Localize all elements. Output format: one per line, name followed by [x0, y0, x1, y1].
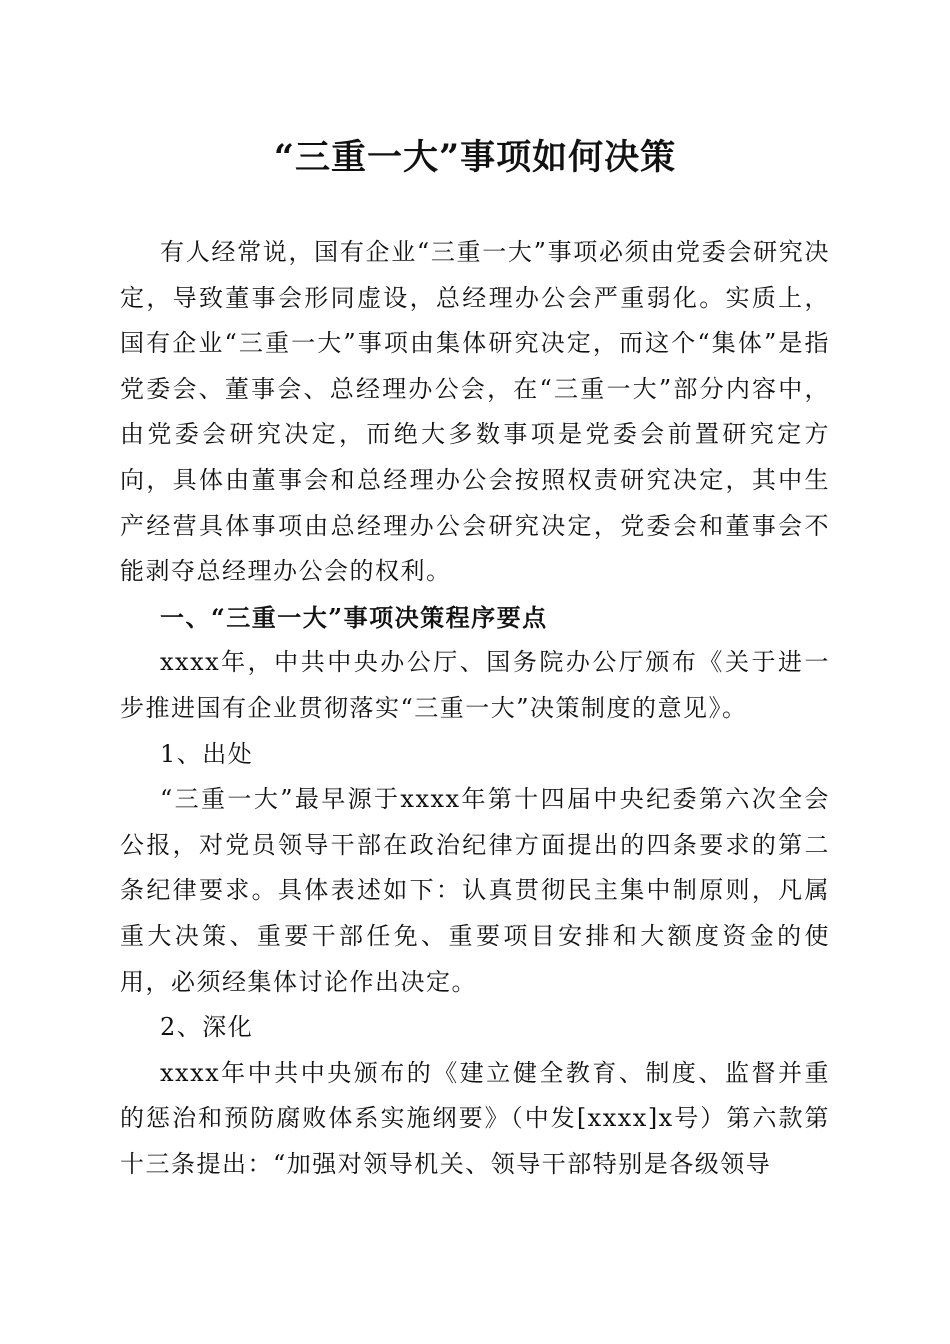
paragraph-opinion: xxxx年，中共中央办公厅、国务院办公厅颁布《关于进一步推进国有企业贯彻落实“三重一大”决策制度的意见》。: [120, 648, 830, 722]
paragraph-origin: “三重一大”最早源于xxxx年第十四届中央纪委第六次全会公报，对党员领导干部在政治纪律方面提出的四条要求的第二条纪律要求。具体表述如下：认真贯彻民主集中制原则，凡属重大决策、重要干部任免、重要项目安排和大额度资金的使用，必须经集体讨论作出决定。: [120, 785, 830, 996]
document-title: “三重一大”事项如何决策: [273, 137, 677, 178]
document-body: [120, 230, 830, 1187]
paragraph-intro: 有人经常说，国有企业“三重一大”事项必须由党委会研究决定，导致董事会形同虚设，总经理办公会严重弱化。实质上，国有企业“三重一大”事项由集体研究决定，而这个“集体”是指党委会、董事会、总经理办公会，在“三重一大”部分内容中，由党委会研究决定，而绝大多数事项是党委会前置研究定方向，具体由董事会和总经理办公会按照权责研究决定，其中生产经营具体事项由总经理办公会研究决定，党委会和董事会不能剥夺总经理办公会的权利。: [120, 238, 830, 586]
paragraph-deepen: xxxx年中共中央颁布的《建立健全教育、制度、监督并重的惩治和预防腐败体系实施纲要》（中发[xxxx]x号）第六款第十三条提出：“加强对领导机关、领导干部特别是各级领导: [120, 1058, 830, 1178]
subheading-origin: 1、出处: [160, 739, 254, 768]
section-heading-1: 一、“三重一大”事项决策程序要点: [160, 602, 548, 632]
subheading-deepen: 2、深化: [160, 1013, 254, 1042]
